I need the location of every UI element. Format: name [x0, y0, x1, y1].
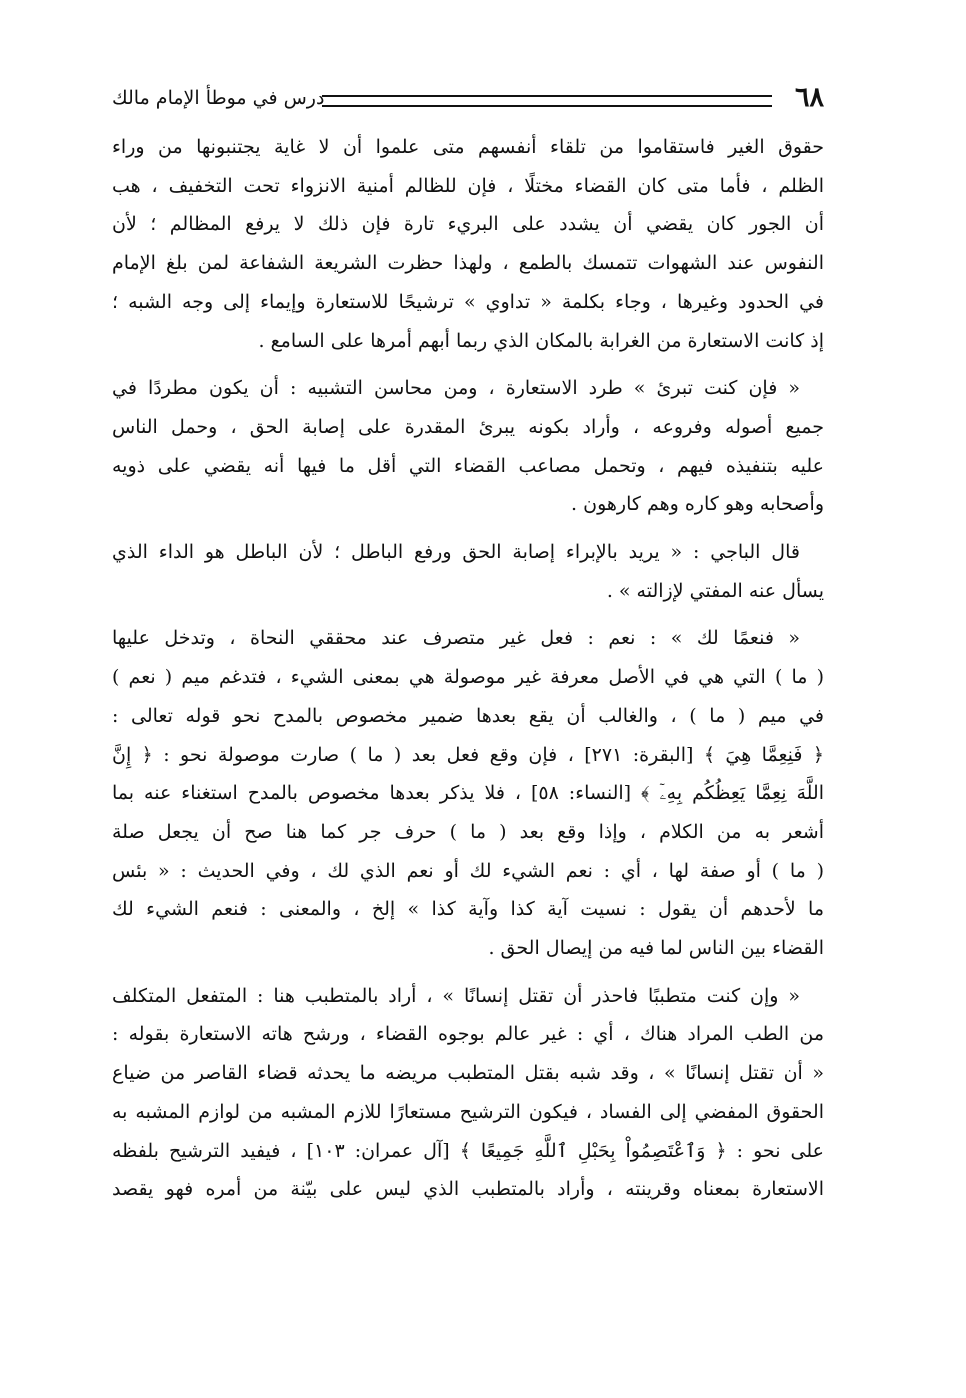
text-line: حقوق الغير فاستقاموا من تلقاء أنفسهم متى علموا أن لا غاية يجتنبونها من وراء: [112, 136, 824, 158]
text-line: القضاء بين الناس لما فيه من إيصال الحق .: [488, 937, 824, 960]
text-line: « أن تقتل إنسانًا » ، وقد شبه بقتل المتطبب مريضه ما يحدثه قضاء القاصر من ضياع: [112, 1062, 824, 1085]
page-body: [112, 128, 824, 1218]
paragraph: [112, 533, 824, 610]
text-line: أشعر به من الكلام ، وإذا وقع بعد ( ما ) حرف جر كما هنا صح أن يجعل صلة: [112, 820, 824, 843]
text-line: وأصحابه وهو كاره وهم كارهون .: [571, 493, 824, 516]
paragraph: [112, 619, 824, 967]
text-line: في ميم ( ما ) ، والغالب أن يقع بعدها ضمير مخصوص بالمدح نحو قوله تعالى :: [112, 704, 824, 727]
text-line: النفوس عند الشهوات تتمسك بالطمع ، ولهذا حظرت الشريعة الشفاعة لمن بلغ الإمام: [112, 252, 824, 275]
page-header: [112, 78, 824, 118]
text-line: اللَّهَ نِعِمَّا يَعِظُكُم بِهِۦٓ ﴾ [النساء: ٥٨] ، فلا يذكر بعدها مخصوص بالمدح استغناء عنه بما: [112, 782, 824, 805]
running-title: درس في موطأ الإمام مالك: [112, 87, 325, 109]
page-number: ٦٨: [794, 82, 824, 113]
text-line: الاستعارة بمعناه وقرينته ، وأراد بالمتطبب الذي ليس على بيّنة من أمره فهو يقصد: [112, 1178, 824, 1201]
text-line: يسأل عنه المفتي لإزالته » .: [606, 579, 824, 602]
paragraph: [112, 128, 824, 360]
text-line: « فإن كنت تبرئ » طرد الاستعارة ، ومن محاسن التشبيه : أن يكون مطردًا في: [112, 377, 800, 400]
text-line: أن الجور كان يقضي أن يشدد على البريء تارة فإن ذلك لا يرفع المظالم ؛ لأن: [112, 213, 824, 236]
text-line: « فنعمًا لك » : نعم : فعل غير متصرف عند محققي النحاة ، وتدخل عليها: [112, 627, 800, 650]
text-line: في الحدود وغيرها ، وجاء بكلمة « تداوي » ترشيحًا للاستعارة وإيماء إلى وجه الشبه ؛: [112, 290, 824, 313]
text-line: الحقوق المفضي إلى الفساد ، فيكون الترشيح مستعارًا للازم المشبه من لوازم المشبه به: [112, 1100, 824, 1123]
text-line: ( ما ) التي هي في الأصل معرفة غير موصولة هي بمعنى الشيء ، فتدغم ميم ( نعم ): [112, 666, 824, 689]
text-line: ﴿ فَنِعِمَّا هِيَ ﴾ [البقرة: ٢٧١] ، فإن وقع فعل بعد ( ما ) صارت موصولة نحو : ﴿ إِنَّ: [112, 743, 824, 766]
paragraph: [112, 369, 824, 524]
text-line: جميع أصوله وفروعه ، وأراد بكونه يبرئ المقدرة على إصابة الحق ، وحمل الناس: [112, 415, 824, 438]
text-line: على نحو : ﴿ وَٱعْتَصِمُواْ بِحَبْلِ ٱللَّهِ جَمِيعًا ﴾ [آل عمران: ١٠٣] ، فيفيد الترشيح بلفظه: [112, 1139, 824, 1162]
text-line: قال الباجي : « يريد بالإبراء إصابة الحق ورفع الباطل ؛ لأن الباطل هو الداء الذي: [112, 541, 800, 564]
text-line: عليه بتنفيذه فيهم ، وتحمل مصاعب القضاء التي أقل ما فيها أنه يقضي على ذويه: [112, 454, 824, 477]
text-line: ما لأحدهم أن يقول : نسيت آية كذا وآية كذا » إلخ ، والمعنى : فنعم الشيء لك: [112, 898, 824, 921]
header-double-rule: [322, 95, 772, 107]
text-line: « وإن كنت متطببًا فاحذر أن تقتل إنسانًا » ، أراد بالمتطبب هنا : المتفعل المتكلف: [112, 984, 800, 1007]
paragraph: [112, 977, 824, 1209]
text-line: إذ كانت الاستعارة من الغرابة بالمكان الذي ربما أبهم أمرها على السامع .: [258, 329, 824, 352]
text-line: ( ما ) أو صفة لها ، أي : نعم الشيء لك أو نعم الذي لك ، وفي الحديث : « بئس: [112, 859, 824, 882]
text-line: الظلم ، فأما متى كان القضاء مختلًا ، فإن للظالم أمنية الانزواء تحت التخفيف ، هب: [112, 174, 824, 197]
text-line: من الطب المراد هناك ، أي : غير عالم بوجوه القضاء ، ورشح هاته الاستعارة بقوله :: [112, 1023, 824, 1046]
